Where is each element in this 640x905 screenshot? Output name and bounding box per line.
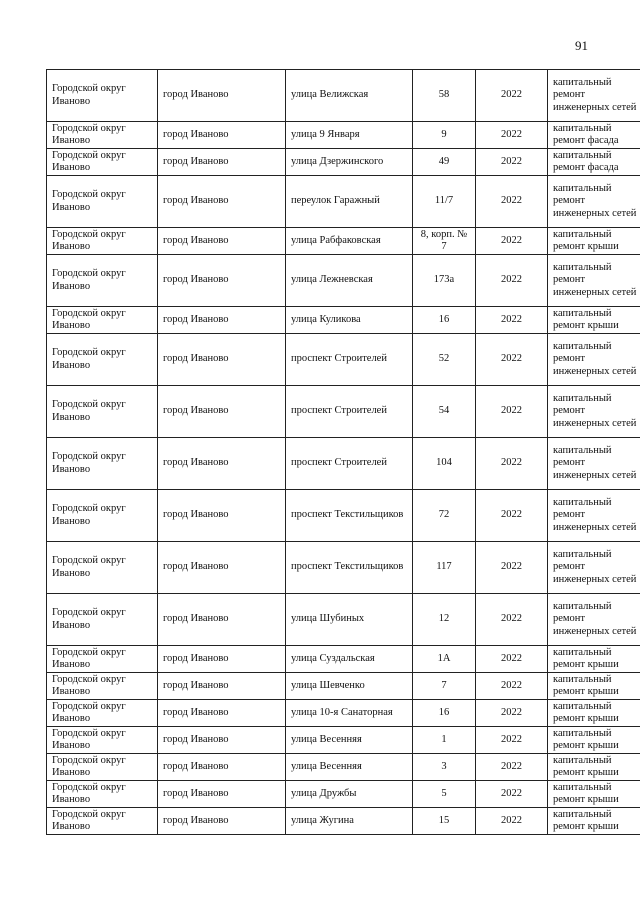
cell-work: капитальный ремонт фасада <box>548 149 640 176</box>
cell-city: город Иваново <box>158 727 286 754</box>
cell-okrug: Городской округ Иваново <box>47 122 158 149</box>
cell-city: город Иваново <box>158 542 286 594</box>
cell-street: улица Шубиных <box>286 594 413 646</box>
cell-street: улица Суздальская <box>286 646 413 673</box>
cell-year: 2022 <box>476 754 548 781</box>
cell-work: капитальный ремонт крыши <box>548 700 640 727</box>
cell-year: 2022 <box>476 228 548 255</box>
cell-street: улица Куликова <box>286 307 413 334</box>
cell-house: 15 <box>413 808 476 835</box>
table-row <box>47 438 640 490</box>
cell-work: капитальный ремонт инженерных сетей <box>548 542 640 594</box>
cell-house: 11/7 <box>413 176 476 228</box>
cell-okrug: Городской округ Иваново <box>47 646 158 673</box>
table-row <box>47 673 640 700</box>
cell-city: город Иваново <box>158 646 286 673</box>
table-row <box>47 594 640 646</box>
cell-city: город Иваново <box>158 700 286 727</box>
cell-street: улица Жугина <box>286 808 413 835</box>
cell-okrug: Городской округ Иваново <box>47 808 158 835</box>
cell-okrug: Городской округ Иваново <box>47 228 158 255</box>
cell-year: 2022 <box>476 808 548 835</box>
cell-house: 7 <box>413 673 476 700</box>
cell-city: город Иваново <box>158 122 286 149</box>
cell-city: город Иваново <box>158 307 286 334</box>
cell-house: 117 <box>413 542 476 594</box>
table-row <box>47 149 640 176</box>
cell-street: улица Велижская <box>286 70 413 122</box>
table-body <box>47 70 640 835</box>
cell-city: город Иваново <box>158 334 286 386</box>
cell-work: капитальный ремонт инженерных сетей <box>548 594 640 646</box>
cell-okrug: Городской округ Иваново <box>47 255 158 307</box>
cell-okrug: Городской округ Иваново <box>47 70 158 122</box>
table-row <box>47 490 640 542</box>
cell-okrug: Городской округ Иваново <box>47 594 158 646</box>
page-number: 91 <box>575 38 588 53</box>
cell-city: город Иваново <box>158 673 286 700</box>
cell-house: 1 <box>413 727 476 754</box>
table-row <box>47 542 640 594</box>
cell-city: город Иваново <box>158 149 286 176</box>
cell-street: улица Весенняя <box>286 727 413 754</box>
table-row <box>47 307 640 334</box>
cell-work: капитальный ремонт крыши <box>548 754 640 781</box>
cell-okrug: Городской округ Иваново <box>47 754 158 781</box>
table-row <box>47 228 640 255</box>
cell-okrug: Городской округ Иваново <box>47 334 158 386</box>
cell-work: капитальный ремонт крыши <box>548 673 640 700</box>
cell-house: 1А <box>413 646 476 673</box>
cell-street: переулок Гаражный <box>286 176 413 228</box>
cell-okrug: Городской округ Иваново <box>47 438 158 490</box>
table-row <box>47 122 640 149</box>
cell-street: улица Шевченко <box>286 673 413 700</box>
cell-year: 2022 <box>476 646 548 673</box>
cell-city: город Иваново <box>158 594 286 646</box>
cell-year: 2022 <box>476 438 548 490</box>
table-row <box>47 255 640 307</box>
cell-city: город Иваново <box>158 228 286 255</box>
cell-city: город Иваново <box>158 490 286 542</box>
cell-work: капитальный ремонт инженерных сетей <box>548 176 640 228</box>
cell-work: капитальный ремонт крыши <box>548 808 640 835</box>
table-row <box>47 176 640 228</box>
cell-street: проспект Текстильщиков <box>286 490 413 542</box>
table-row <box>47 386 640 438</box>
cell-work: капитальный ремонт инженерных сетей <box>548 255 640 307</box>
table-row <box>47 700 640 727</box>
cell-okrug: Городской округ Иваново <box>47 490 158 542</box>
cell-house: 54 <box>413 386 476 438</box>
cell-city: город Иваново <box>158 255 286 307</box>
cell-year: 2022 <box>476 490 548 542</box>
cell-work: капитальный ремонт крыши <box>548 646 640 673</box>
cell-street: проспект Строителей <box>286 438 413 490</box>
cell-city: город Иваново <box>158 386 286 438</box>
table-row <box>47 334 640 386</box>
cell-okrug: Городской округ Иваново <box>47 176 158 228</box>
cell-street: улица Лежневская <box>286 255 413 307</box>
table-row <box>47 781 640 808</box>
cell-house: 16 <box>413 307 476 334</box>
cell-okrug: Городской округ Иваново <box>47 149 158 176</box>
cell-house: 16 <box>413 700 476 727</box>
cell-house: 173а <box>413 255 476 307</box>
cell-okrug: Городской округ Иваново <box>47 386 158 438</box>
cell-year: 2022 <box>476 307 548 334</box>
cell-city: город Иваново <box>158 754 286 781</box>
table-row <box>47 727 640 754</box>
cell-work: капитальный ремонт инженерных сетей <box>548 490 640 542</box>
cell-year: 2022 <box>476 149 548 176</box>
cell-house: 12 <box>413 594 476 646</box>
cell-year: 2022 <box>476 700 548 727</box>
cell-city: город Иваново <box>158 781 286 808</box>
repair-register-table <box>46 69 640 835</box>
cell-street: проспект Текстильщиков <box>286 542 413 594</box>
cell-okrug: Городской округ Иваново <box>47 781 158 808</box>
cell-house: 3 <box>413 754 476 781</box>
cell-street: проспект Строителей <box>286 386 413 438</box>
table-row <box>47 754 640 781</box>
cell-year: 2022 <box>476 594 548 646</box>
cell-work: капитальный ремонт крыши <box>548 727 640 754</box>
table-row <box>47 808 640 835</box>
cell-work: капитальный ремонт инженерных сетей <box>548 386 640 438</box>
cell-work: капитальный ремонт инженерных сетей <box>548 334 640 386</box>
table-row <box>47 70 640 122</box>
cell-year: 2022 <box>476 386 548 438</box>
cell-house: 104 <box>413 438 476 490</box>
cell-house: 72 <box>413 490 476 542</box>
cell-work: капитальный ремонт инженерных сетей <box>548 438 640 490</box>
cell-work: капитальный ремонт крыши <box>548 228 640 255</box>
cell-work: капитальный ремонт крыши <box>548 307 640 334</box>
cell-work: капитальный ремонт фасада <box>548 122 640 149</box>
cell-year: 2022 <box>476 334 548 386</box>
cell-street: улица Рабфаковская <box>286 228 413 255</box>
cell-street: проспект Строителей <box>286 334 413 386</box>
cell-house: 8, корп. № 7 <box>413 228 476 255</box>
cell-year: 2022 <box>476 673 548 700</box>
cell-year: 2022 <box>476 122 548 149</box>
cell-street: улица Дзержинского <box>286 149 413 176</box>
cell-okrug: Городской округ Иваново <box>47 542 158 594</box>
cell-house: 52 <box>413 334 476 386</box>
cell-house: 9 <box>413 122 476 149</box>
cell-year: 2022 <box>476 781 548 808</box>
cell-year: 2022 <box>476 542 548 594</box>
cell-work: капитальный ремонт крыши <box>548 781 640 808</box>
cell-street: улица Дружбы <box>286 781 413 808</box>
cell-street: улица 10-я Санаторная <box>286 700 413 727</box>
cell-city: город Иваново <box>158 808 286 835</box>
cell-okrug: Городской округ Иваново <box>47 673 158 700</box>
cell-house: 58 <box>413 70 476 122</box>
cell-work: капитальный ремонт инженерных сетей <box>548 70 640 122</box>
cell-year: 2022 <box>476 255 548 307</box>
cell-year: 2022 <box>476 70 548 122</box>
cell-house: 49 <box>413 149 476 176</box>
cell-street: улица Весенняя <box>286 754 413 781</box>
cell-okrug: Городской округ Иваново <box>47 727 158 754</box>
cell-city: город Иваново <box>158 70 286 122</box>
cell-city: город Иваново <box>158 438 286 490</box>
table-row <box>47 646 640 673</box>
cell-year: 2022 <box>476 727 548 754</box>
cell-house: 5 <box>413 781 476 808</box>
cell-year: 2022 <box>476 176 548 228</box>
cell-city: город Иваново <box>158 176 286 228</box>
cell-street: улица 9 Января <box>286 122 413 149</box>
cell-okrug: Городской округ Иваново <box>47 700 158 727</box>
cell-okrug: Городской округ Иваново <box>47 307 158 334</box>
